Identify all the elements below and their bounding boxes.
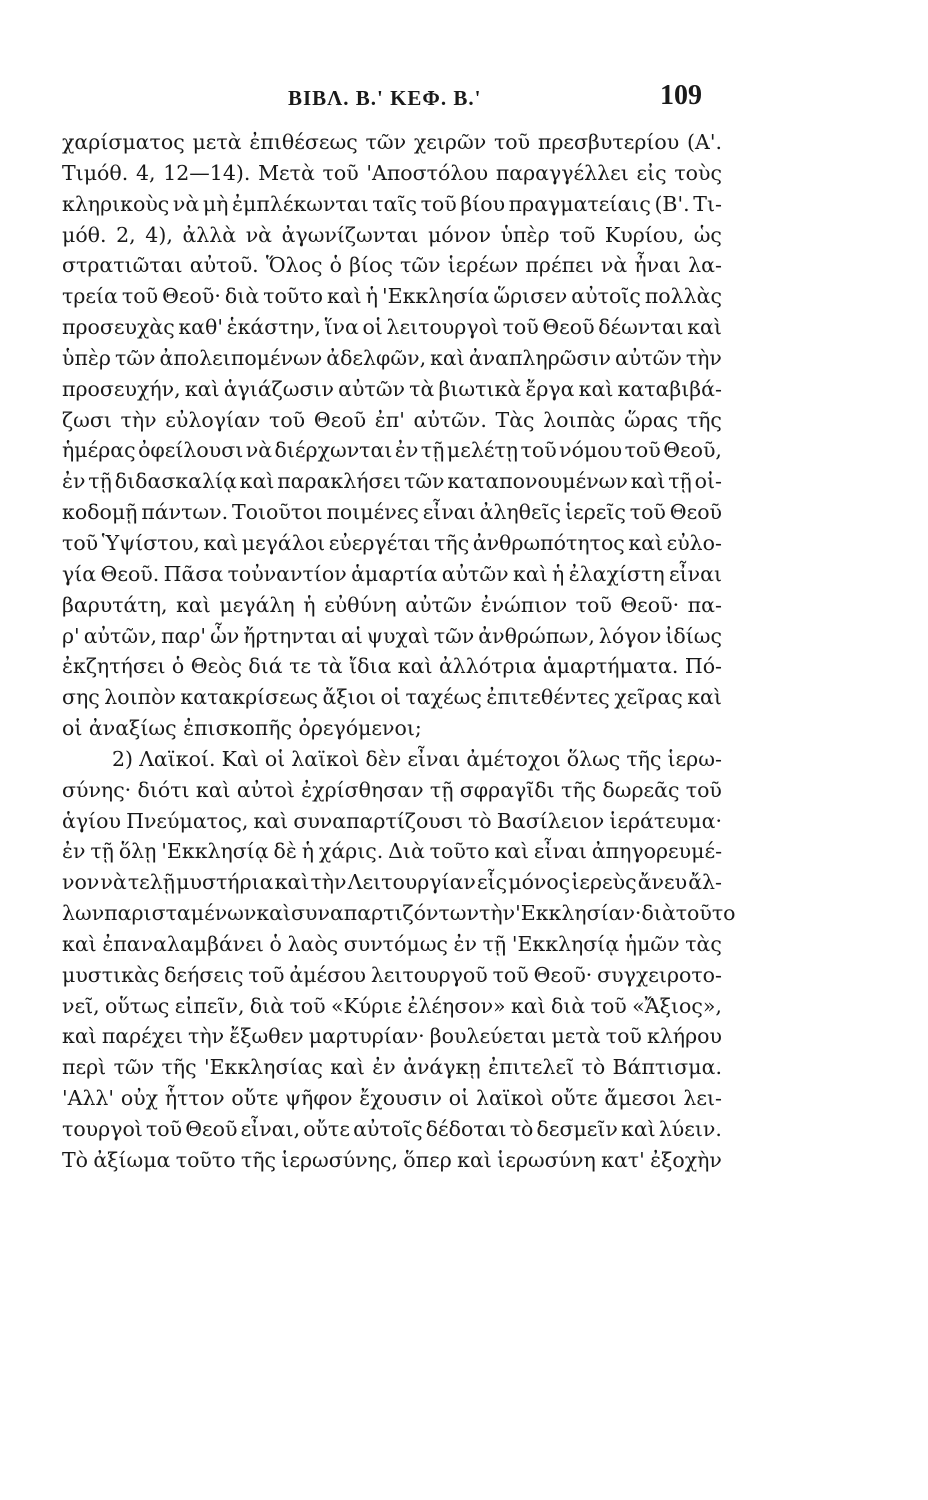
text-line: ἐν τῇ διδασκαλίᾳ καὶ παρακλήσει τῶν καταπονουμένων καὶ τῇ οἰ-	[62, 469, 722, 494]
text-line: ἡμέρας ὀφείλουσι νὰ διέρχωνται ἐν τῇ μελέτῃ τοῦ νόμου τοῦ Θεοῦ,	[62, 438, 722, 463]
text-line: ἐν τῇ ὅλῃ 'Εκκλησίᾳ δὲ ἡ χάρις. Διὰ τοῦτο καὶ εἶναι ἀπηγορευμέ-	[62, 839, 722, 864]
text-line: ζωσι τὴν εὐλογίαν τοῦ Θεοῦ ἐπ' αὐτῶν. Τὰς λοιπὰς ὥρας τῆς	[62, 407, 722, 432]
text-line: ἁγίου Πνεύματος, καὶ συναπαρτίζουσι τὸ Βασίλειον ἱεράτευμα·	[62, 808, 722, 833]
text-line: Τιμόθ. 4, 12—14). Μετὰ τοῦ 'Αποστόλου παραγγέλλει εἰς τοὺς	[62, 160, 722, 185]
text-line: 'Αλλ' οὐχ ἧττον οὔτε ψῆφον ἔχουσιν οἱ λαϊκοὶ οὔτε ἄμεσοι λει-	[62, 1086, 722, 1111]
text-line: νεῖ, οὕτως εἰπεῖν, διὰ τοῦ «Κύριε ἐλέησον» καὶ διὰ τοῦ «Ἄξιος»,	[62, 993, 722, 1018]
page-number: 109	[660, 80, 702, 111]
text-line: τουργοὶ τοῦ Θεοῦ εἶναι, οὔτε αὐτοῖς δέδοται τὸ δεσμεῖν καὶ λύειν.	[62, 1117, 722, 1141]
text-line: λων παρισταμένων καὶ συναπαρτιζόντων τὴν 'Εκκλησίαν· διὰ τοῦτο	[62, 901, 736, 926]
text-line: νον νὰ τελῇ μυστήρια καὶ τὴν Λειτουργίαν εἷς μόνος ἱερεὺς ἄνευ ἄλ-	[62, 870, 722, 895]
text-line: περὶ τῶν τῆς 'Εκκλησίας καὶ ἐν ἀνάγκῃ ἐπιτελεῖ τὸ Βάπτισμα.	[62, 1055, 722, 1080]
text-line: στρατιῶται αὐτοῦ. Ὅλος ὁ βίος τῶν ἱερέων πρέπει νὰ ἦναι λα-	[62, 253, 722, 278]
text-line: καὶ ἐπαναλαμβάνει ὁ λαὸς συντόμως ἐν τῇ 'Εκκλησίᾳ ἡμῶν τὰς	[62, 931, 722, 956]
text-line: βαρυτάτη, καὶ μεγάλη ἡ εὐθύνη αὐτῶν ἐνώπιον τοῦ Θεοῦ· πα-	[62, 592, 722, 617]
text-line: ἐκζητήσει ὁ Θεὸς διά τε τὰ ἴδια καὶ ἀλλότρια ἁμαρτήματα. Πό-	[62, 654, 722, 679]
text-line: σύνης· διότι καὶ αὐτοὶ ἐχρίσθησαν τῇ σφραγῖδι τῆς δωρεᾶς τοῦ	[62, 777, 722, 802]
text-line: οἱ ἀναξίως ἐπισκοπῆς ὀρεγόμενοι;	[62, 716, 422, 741]
text-body	[62, 127, 736, 1176]
text-line: Τὸ ἀξίωμα τοῦτο τῆς ἱερωσύνης, ὅπερ καὶ ἱερωσύνη κατ' ἐξοχὴν	[62, 1147, 722, 1172]
text-line: προσευχήν, καὶ ἁγιάζωσιν αὐτῶν τὰ βιωτικὰ ἔργα καὶ καταβιβά-	[62, 376, 722, 401]
page-header	[0, 78, 928, 118]
text-line: κληρικοὺς νὰ μὴ ἐμπλέκωνται ταῖς τοῦ βίου πραγματείαις (Β'. Τι-	[62, 191, 722, 216]
text-line: μόθ. 2, 4), ἀλλὰ νὰ ἀγωνίζωνται μόνον ὑπὲρ τοῦ Κυρίου, ὡς	[62, 222, 722, 247]
text-line: ὑπὲρ τῶν ἀπολειπομένων ἀδελφῶν, καὶ ἀναπληρῶσιν αὐτῶν τὴν	[62, 345, 722, 370]
text-line: καὶ παρέχει τὴν ἔξωθεν μαρτυρίαν· βουλεύεται μετὰ τοῦ κλήρου	[62, 1024, 722, 1049]
text-line: σης λοιπὸν κατακρίσεως ἄξιοι οἱ ταχέως ἐπιτεθέντες χεῖρας καὶ	[62, 685, 722, 710]
running-head: ΒΙΒΛ. Β.' ΚΕΦ. Β.'	[288, 86, 482, 110]
text-line: 2) Λαϊκοί. Καὶ οἱ λαϊκοὶ δὲν εἶναι ἀμέτοχοι ὅλως τῆς ἱερω-	[112, 746, 722, 771]
text-line: μυστικὰς δεήσεις τοῦ ἀμέσου λειτουργοῦ τοῦ Θεοῦ· συγχειροτο-	[62, 962, 722, 987]
text-line: γία Θεοῦ. Πᾶσα τοὐναντίον ἁμαρτία αὐτῶν καὶ ἡ ἐλαχίστη εἶναι	[62, 561, 722, 586]
text-line: κοδομῇ πάντων. Τοιοῦτοι ποιμένες εἶναι ἀληθεῖς ἱερεῖς τοῦ Θεοῦ	[62, 500, 722, 525]
text-line: ρ' αὐτῶν, παρ' ὧν ἤρτηνται αἱ ψυχαὶ τῶν ἀνθρώπων, λόγον ἰδίως	[62, 623, 722, 648]
text-line: τοῦ Ὑψίστου, καὶ μεγάλοι εὐεργέται τῆς ἀνθρωπότητος καὶ εὐλο-	[62, 530, 722, 555]
text-line: χαρίσματος μετὰ ἐπιθέσεως τῶν χειρῶν τοῦ πρεσβυτερίου (Α'.	[62, 130, 722, 154]
text-line: προσευχὰς καθ' ἑκάστην, ἵνα οἱ λειτουργοὶ τοῦ Θεοῦ δέωνται καὶ	[62, 315, 722, 340]
text-line: τρεία τοῦ Θεοῦ· διὰ τοῦτο καὶ ἡ 'Εκκλησία ὥρισεν αὐτοῖς πολλὰς	[62, 284, 722, 309]
